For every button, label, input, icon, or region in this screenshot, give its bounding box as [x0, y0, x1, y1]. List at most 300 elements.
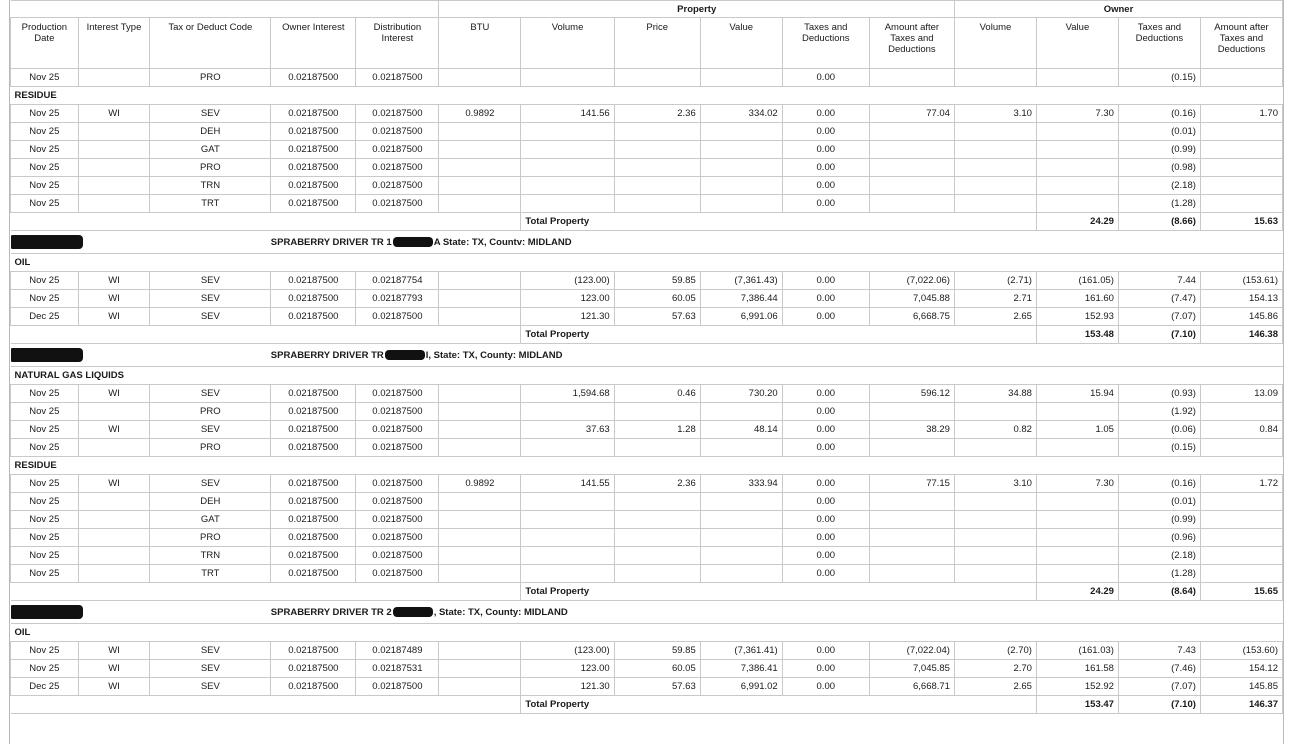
col-property-price: Price	[614, 18, 700, 69]
revenue-detail-table	[10, 0, 1283, 714]
well-location: , State: TX, County: MIDLAND	[433, 606, 568, 618]
header-group-row	[11, 1, 1283, 18]
property-value-cell	[700, 547, 782, 565]
property-value-cell	[700, 159, 782, 177]
production-date-cell: Dec 25	[11, 678, 79, 696]
table-row	[11, 678, 1283, 696]
owner-amount-cell	[1200, 141, 1282, 159]
owner-taxes-cell: (0.98)	[1118, 159, 1200, 177]
distribution-interest-cell: 0.02187500	[356, 177, 439, 195]
redaction-block	[393, 237, 433, 247]
total-spacer	[11, 213, 521, 231]
production-date-cell: Nov 25	[11, 439, 79, 457]
owner-value-cell: (161.05)	[1036, 272, 1118, 290]
btu-cell	[439, 177, 521, 195]
production-date-cell: Nov 25	[11, 660, 79, 678]
well-name: SPRABERRY DRIVER TR 2	[270, 606, 392, 618]
production-date-cell: Nov 25	[11, 159, 79, 177]
tax-code-cell: PRO	[150, 69, 271, 87]
owner-interest-cell: 0.02187500	[271, 511, 356, 529]
total-owner-value: 24.29	[1036, 213, 1118, 231]
total-owner-value: 24.29	[1036, 583, 1118, 601]
property-taxes-cell: 0.00	[782, 565, 869, 583]
tax-code-cell: PRO	[150, 529, 271, 547]
production-date-cell: Nov 25	[11, 403, 79, 421]
production-date-cell: Nov 25	[11, 565, 79, 583]
total-property-row	[11, 213, 1283, 231]
production-date-cell: Nov 25	[11, 272, 79, 290]
owner-value-cell	[1036, 493, 1118, 511]
product-category-row	[11, 624, 1283, 642]
table-row	[11, 195, 1283, 213]
tax-code-cell: TRN	[150, 547, 271, 565]
tax-code-cell: GAT	[150, 141, 271, 159]
redaction-block	[11, 605, 83, 619]
owner-taxes-cell: (0.01)	[1118, 493, 1200, 511]
total-owner-taxes: (8.66)	[1118, 213, 1200, 231]
owner-interest-cell: 0.02187500	[271, 195, 356, 213]
total-spacer	[11, 583, 521, 601]
owner-value-cell: (161.03)	[1036, 642, 1118, 660]
owner-value-cell: 1.05	[1036, 421, 1118, 439]
property-volume-cell: 37.63	[521, 421, 614, 439]
distribution-interest-cell: 0.02187500	[356, 511, 439, 529]
property-taxes-cell: 0.00	[782, 105, 869, 123]
property-amount-cell	[869, 159, 954, 177]
owner-value-cell	[1036, 177, 1118, 195]
btu-cell	[439, 660, 521, 678]
property-amount-cell: 38.29	[869, 421, 954, 439]
owner-value-cell	[1036, 529, 1118, 547]
tax-code-cell: SEV	[150, 678, 271, 696]
btu-cell	[439, 421, 521, 439]
tax-code-cell: PRO	[150, 159, 271, 177]
distribution-interest-cell: 0.02187500	[356, 69, 439, 87]
well-header-row	[11, 601, 1283, 624]
table-row	[11, 159, 1283, 177]
distribution-interest-cell: 0.02187500	[356, 678, 439, 696]
table-row	[11, 660, 1283, 678]
interest-type-cell	[78, 403, 150, 421]
owner-amount-cell: 154.13	[1200, 290, 1282, 308]
btu-cell	[439, 439, 521, 457]
property-price-cell	[614, 123, 700, 141]
property-volume-cell	[521, 547, 614, 565]
distribution-interest-cell: 0.02187500	[356, 385, 439, 403]
owner-amount-cell: (153.61)	[1200, 272, 1282, 290]
btu-cell	[439, 493, 521, 511]
total-property-row	[11, 326, 1283, 344]
well-name: SPRABERRY DRIVER TR 1	[270, 236, 392, 248]
btu-cell	[439, 195, 521, 213]
owner-volume-cell: 2.71	[954, 290, 1036, 308]
owner-amount-cell	[1200, 511, 1282, 529]
property-value-cell: 6,991.02	[700, 678, 782, 696]
owner-taxes-cell: (0.16)	[1118, 105, 1200, 123]
property-taxes-cell: 0.00	[782, 308, 869, 326]
product-category-label: RESIDUE	[11, 457, 1283, 475]
well-title-cell	[271, 231, 1283, 254]
header-spacer	[11, 1, 439, 18]
product-category-label: RESIDUE	[11, 87, 1283, 105]
production-date-cell: Nov 25	[11, 123, 79, 141]
owner-taxes-cell: 7.43	[1118, 642, 1200, 660]
property-value-cell: 730.20	[700, 385, 782, 403]
property-price-cell	[614, 69, 700, 87]
property-price-cell	[614, 529, 700, 547]
property-price-cell	[614, 177, 700, 195]
tax-code-cell: DEH	[150, 123, 271, 141]
btu-cell	[439, 308, 521, 326]
property-volume-cell: (123.00)	[521, 642, 614, 660]
col-owner-amount: Amount after Taxes and Deductions	[1200, 18, 1282, 69]
total-owner-value: 153.48	[1036, 326, 1118, 344]
property-amount-cell: 6,668.71	[869, 678, 954, 696]
owner-volume-cell	[954, 159, 1036, 177]
owner-amount-cell	[1200, 403, 1282, 421]
total-owner-amount: 146.38	[1200, 326, 1282, 344]
btu-cell	[439, 385, 521, 403]
owner-volume-cell: 2.65	[954, 678, 1036, 696]
owner-value-cell: 15.94	[1036, 385, 1118, 403]
interest-type-cell: WI	[78, 421, 150, 439]
owner-amount-cell: 13.09	[1200, 385, 1282, 403]
owner-taxes-cell: (0.15)	[1118, 69, 1200, 87]
owner-interest-cell: 0.02187500	[271, 565, 356, 583]
property-taxes-cell: 0.00	[782, 475, 869, 493]
interest-type-cell: WI	[78, 642, 150, 660]
property-taxes-cell: 0.00	[782, 529, 869, 547]
btu-cell	[439, 403, 521, 421]
owner-value-cell	[1036, 69, 1118, 87]
tax-code-cell: SEV	[150, 385, 271, 403]
tax-code-cell: SEV	[150, 475, 271, 493]
owner-amount-cell	[1200, 439, 1282, 457]
col-interest-type: Interest Type	[78, 18, 150, 69]
table-row	[11, 272, 1283, 290]
total-owner-taxes: (7.10)	[1118, 696, 1200, 714]
distribution-interest-cell: 0.02187500	[356, 439, 439, 457]
tax-code-cell: PRO	[150, 439, 271, 457]
property-taxes-cell: 0.00	[782, 195, 869, 213]
owner-taxes-cell: (7.07)	[1118, 308, 1200, 326]
total-owner-amount: 15.63	[1200, 213, 1282, 231]
product-category-row	[11, 367, 1283, 385]
owner-taxes-cell: (0.16)	[1118, 475, 1200, 493]
owner-value-cell	[1036, 141, 1118, 159]
owner-volume-cell	[954, 493, 1036, 511]
table-row	[11, 565, 1283, 583]
total-spacer	[11, 696, 521, 714]
property-amount-cell	[869, 123, 954, 141]
property-taxes-cell: 0.00	[782, 678, 869, 696]
owner-amount-cell: 154.12	[1200, 660, 1282, 678]
property-taxes-cell: 0.00	[782, 403, 869, 421]
total-property-row	[11, 696, 1283, 714]
owner-taxes-cell: (0.06)	[1118, 421, 1200, 439]
owner-volume-cell: (2.71)	[954, 272, 1036, 290]
property-volume-cell: 123.00	[521, 290, 614, 308]
property-taxes-cell: 0.00	[782, 493, 869, 511]
distribution-interest-cell: 0.02187500	[356, 123, 439, 141]
table-row	[11, 421, 1283, 439]
distribution-interest-cell: 0.02187500	[356, 195, 439, 213]
btu-cell	[439, 290, 521, 308]
well-header-row	[11, 344, 1283, 367]
owner-amount-cell	[1200, 529, 1282, 547]
property-price-cell: 2.36	[614, 105, 700, 123]
property-taxes-cell: 0.00	[782, 660, 869, 678]
total-property-label: Total Property	[521, 213, 1037, 231]
owner-amount-cell	[1200, 565, 1282, 583]
owner-volume-cell	[954, 177, 1036, 195]
product-category-row	[11, 254, 1283, 272]
property-price-cell: 59.85	[614, 642, 700, 660]
total-property-label: Total Property	[521, 696, 1037, 714]
owner-volume-cell	[954, 195, 1036, 213]
property-price-cell	[614, 511, 700, 529]
total-owner-taxes: (7.10)	[1118, 326, 1200, 344]
product-category-row	[11, 457, 1283, 475]
owner-interest-cell: 0.02187500	[271, 159, 356, 177]
property-volume-cell	[521, 565, 614, 583]
col-btu: BTU	[439, 18, 521, 69]
property-volume-cell: 141.56	[521, 105, 614, 123]
owner-value-cell	[1036, 547, 1118, 565]
owner-amount-cell	[1200, 547, 1282, 565]
btu-cell	[439, 511, 521, 529]
table-row	[11, 475, 1283, 493]
owner-interest-cell: 0.02187500	[271, 177, 356, 195]
table-row	[11, 69, 1283, 87]
distribution-interest-cell: 0.02187500	[356, 159, 439, 177]
distribution-interest-cell: 0.02187500	[356, 475, 439, 493]
property-volume-cell	[521, 177, 614, 195]
well-spacer	[150, 231, 271, 254]
redaction-block	[393, 607, 433, 617]
total-spacer	[11, 326, 521, 344]
tax-code-cell: DEH	[150, 493, 271, 511]
owner-volume-cell	[954, 439, 1036, 457]
table-row	[11, 511, 1283, 529]
col-tax-code: Tax or Deduct Code	[150, 18, 271, 69]
table-row	[11, 105, 1283, 123]
interest-type-cell: WI	[78, 678, 150, 696]
owner-taxes-cell: (0.96)	[1118, 529, 1200, 547]
property-group-header: Property	[439, 1, 955, 18]
property-volume-cell: 1,594.68	[521, 385, 614, 403]
owner-amount-cell: (153.60)	[1200, 642, 1282, 660]
property-amount-cell	[869, 547, 954, 565]
well-id-cell	[11, 601, 150, 624]
btu-cell	[439, 565, 521, 583]
tax-code-cell: SEV	[150, 105, 271, 123]
table-row	[11, 642, 1283, 660]
owner-amount-cell: 0.84	[1200, 421, 1282, 439]
property-amount-cell	[869, 69, 954, 87]
tax-code-cell: TRT	[150, 565, 271, 583]
owner-interest-cell: 0.02187500	[271, 385, 356, 403]
production-date-cell: Nov 25	[11, 547, 79, 565]
property-volume-cell: 141.55	[521, 475, 614, 493]
owner-value-cell	[1036, 159, 1118, 177]
owner-taxes-cell: (0.99)	[1118, 511, 1200, 529]
col-owner-taxes: Taxes and Deductions	[1118, 18, 1200, 69]
owner-interest-cell: 0.02187500	[271, 141, 356, 159]
owner-volume-cell	[954, 123, 1036, 141]
owner-volume-cell	[954, 565, 1036, 583]
statement-sheet	[9, 0, 1284, 744]
property-value-cell	[700, 529, 782, 547]
redaction-block	[11, 348, 83, 362]
table-row	[11, 177, 1283, 195]
table-row	[11, 308, 1283, 326]
col-owner-value: Value	[1036, 18, 1118, 69]
interest-type-cell	[78, 511, 150, 529]
well-location: l, State: TX, County: MIDLAND	[425, 349, 563, 361]
well-location: A State: TX, Countv: MIDLAND	[433, 236, 572, 248]
owner-interest-cell: 0.02187500	[271, 403, 356, 421]
owner-taxes-cell: (0.01)	[1118, 123, 1200, 141]
owner-taxes-cell: (7.07)	[1118, 678, 1200, 696]
owner-volume-cell: (2.70)	[954, 642, 1036, 660]
property-amount-cell: 7,045.85	[869, 660, 954, 678]
production-date-cell: Dec 25	[11, 308, 79, 326]
property-volume-cell	[521, 529, 614, 547]
owner-value-cell: 7.30	[1036, 475, 1118, 493]
distribution-interest-cell: 0.02187500	[356, 421, 439, 439]
property-value-cell	[700, 123, 782, 141]
property-amount-cell: 77.04	[869, 105, 954, 123]
property-price-cell: 2.36	[614, 475, 700, 493]
product-category-label: NATURAL GAS LIQUIDS	[11, 367, 1283, 385]
owner-interest-cell: 0.02187500	[271, 105, 356, 123]
property-value-cell	[700, 177, 782, 195]
product-category-row	[11, 87, 1283, 105]
production-date-cell: Nov 25	[11, 141, 79, 159]
property-taxes-cell: 0.00	[782, 272, 869, 290]
owner-value-cell: 161.60	[1036, 290, 1118, 308]
property-amount-cell	[869, 529, 954, 547]
distribution-interest-cell: 0.02187500	[356, 141, 439, 159]
property-amount-cell: 7,045.88	[869, 290, 954, 308]
owner-volume-cell: 3.10	[954, 105, 1036, 123]
table-row	[11, 547, 1283, 565]
production-date-cell: Nov 25	[11, 385, 79, 403]
owner-volume-cell: 34.88	[954, 385, 1036, 403]
tax-code-cell: SEV	[150, 272, 271, 290]
property-volume-cell	[521, 159, 614, 177]
owner-value-cell: 7.30	[1036, 105, 1118, 123]
interest-type-cell	[78, 439, 150, 457]
total-owner-amount: 15.65	[1200, 583, 1282, 601]
owner-amount-cell	[1200, 195, 1282, 213]
btu-cell: 0.9892	[439, 105, 521, 123]
owner-taxes-cell: (7.46)	[1118, 660, 1200, 678]
owner-volume-cell	[954, 511, 1036, 529]
interest-type-cell	[78, 141, 150, 159]
property-amount-cell	[869, 493, 954, 511]
owner-interest-cell: 0.02187500	[271, 290, 356, 308]
property-price-cell: 60.05	[614, 660, 700, 678]
col-owner-interest: Owner Interest	[271, 18, 356, 69]
property-amount-cell	[869, 511, 954, 529]
property-amount-cell	[869, 177, 954, 195]
owner-interest-cell: 0.02187500	[271, 529, 356, 547]
property-value-cell	[700, 439, 782, 457]
property-value-cell	[700, 195, 782, 213]
production-date-cell: Nov 25	[11, 69, 79, 87]
product-category-label: OIL	[11, 254, 1283, 272]
owner-interest-cell: 0.02187500	[271, 308, 356, 326]
owner-taxes-cell: (1.28)	[1118, 195, 1200, 213]
property-value-cell	[700, 69, 782, 87]
distribution-interest-cell: 0.02187489	[356, 642, 439, 660]
property-amount-cell	[869, 141, 954, 159]
well-spacer	[150, 344, 271, 367]
owner-amount-cell: 145.85	[1200, 678, 1282, 696]
interest-type-cell	[78, 195, 150, 213]
total-owner-amount: 146.37	[1200, 696, 1282, 714]
property-value-cell: (7,361.41)	[700, 642, 782, 660]
property-amount-cell	[869, 439, 954, 457]
owner-amount-cell	[1200, 159, 1282, 177]
production-date-cell: Nov 25	[11, 195, 79, 213]
property-amount-cell	[869, 403, 954, 421]
owner-value-cell	[1036, 403, 1118, 421]
owner-interest-cell: 0.02187500	[271, 475, 356, 493]
distribution-interest-cell: 0.02187500	[356, 493, 439, 511]
property-value-cell: 333.94	[700, 475, 782, 493]
property-value-cell: 6,991.06	[700, 308, 782, 326]
interest-type-cell	[78, 547, 150, 565]
owner-value-cell	[1036, 195, 1118, 213]
product-category-label: OIL	[11, 624, 1283, 642]
distribution-interest-cell: 0.02187793	[356, 290, 439, 308]
property-taxes-cell: 0.00	[782, 439, 869, 457]
owner-interest-cell: 0.02187500	[271, 421, 356, 439]
owner-volume-cell: 2.65	[954, 308, 1036, 326]
property-taxes-cell: 0.00	[782, 159, 869, 177]
col-property-value: Value	[700, 18, 782, 69]
property-price-cell: 57.63	[614, 308, 700, 326]
interest-type-cell	[78, 69, 150, 87]
property-taxes-cell: 0.00	[782, 547, 869, 565]
well-header-row	[11, 231, 1283, 254]
btu-cell	[439, 547, 521, 565]
table-row	[11, 141, 1283, 159]
property-amount-cell	[869, 565, 954, 583]
owner-taxes-cell: (2.18)	[1118, 547, 1200, 565]
production-date-cell: Nov 25	[11, 177, 79, 195]
table-row	[11, 403, 1283, 421]
owner-volume-cell	[954, 141, 1036, 159]
property-taxes-cell: 0.00	[782, 511, 869, 529]
production-date-cell: Nov 25	[11, 290, 79, 308]
owner-taxes-cell: (1.28)	[1118, 565, 1200, 583]
owner-taxes-cell: (2.18)	[1118, 177, 1200, 195]
interest-type-cell: WI	[78, 308, 150, 326]
col-owner-volume: Volume	[954, 18, 1036, 69]
property-volume-cell	[521, 511, 614, 529]
interest-type-cell: WI	[78, 475, 150, 493]
property-volume-cell	[521, 403, 614, 421]
btu-cell: 0.9892	[439, 475, 521, 493]
total-property-label: Total Property	[521, 326, 1037, 344]
owner-value-cell	[1036, 123, 1118, 141]
distribution-interest-cell: 0.02187500	[356, 403, 439, 421]
table-row	[11, 385, 1283, 403]
